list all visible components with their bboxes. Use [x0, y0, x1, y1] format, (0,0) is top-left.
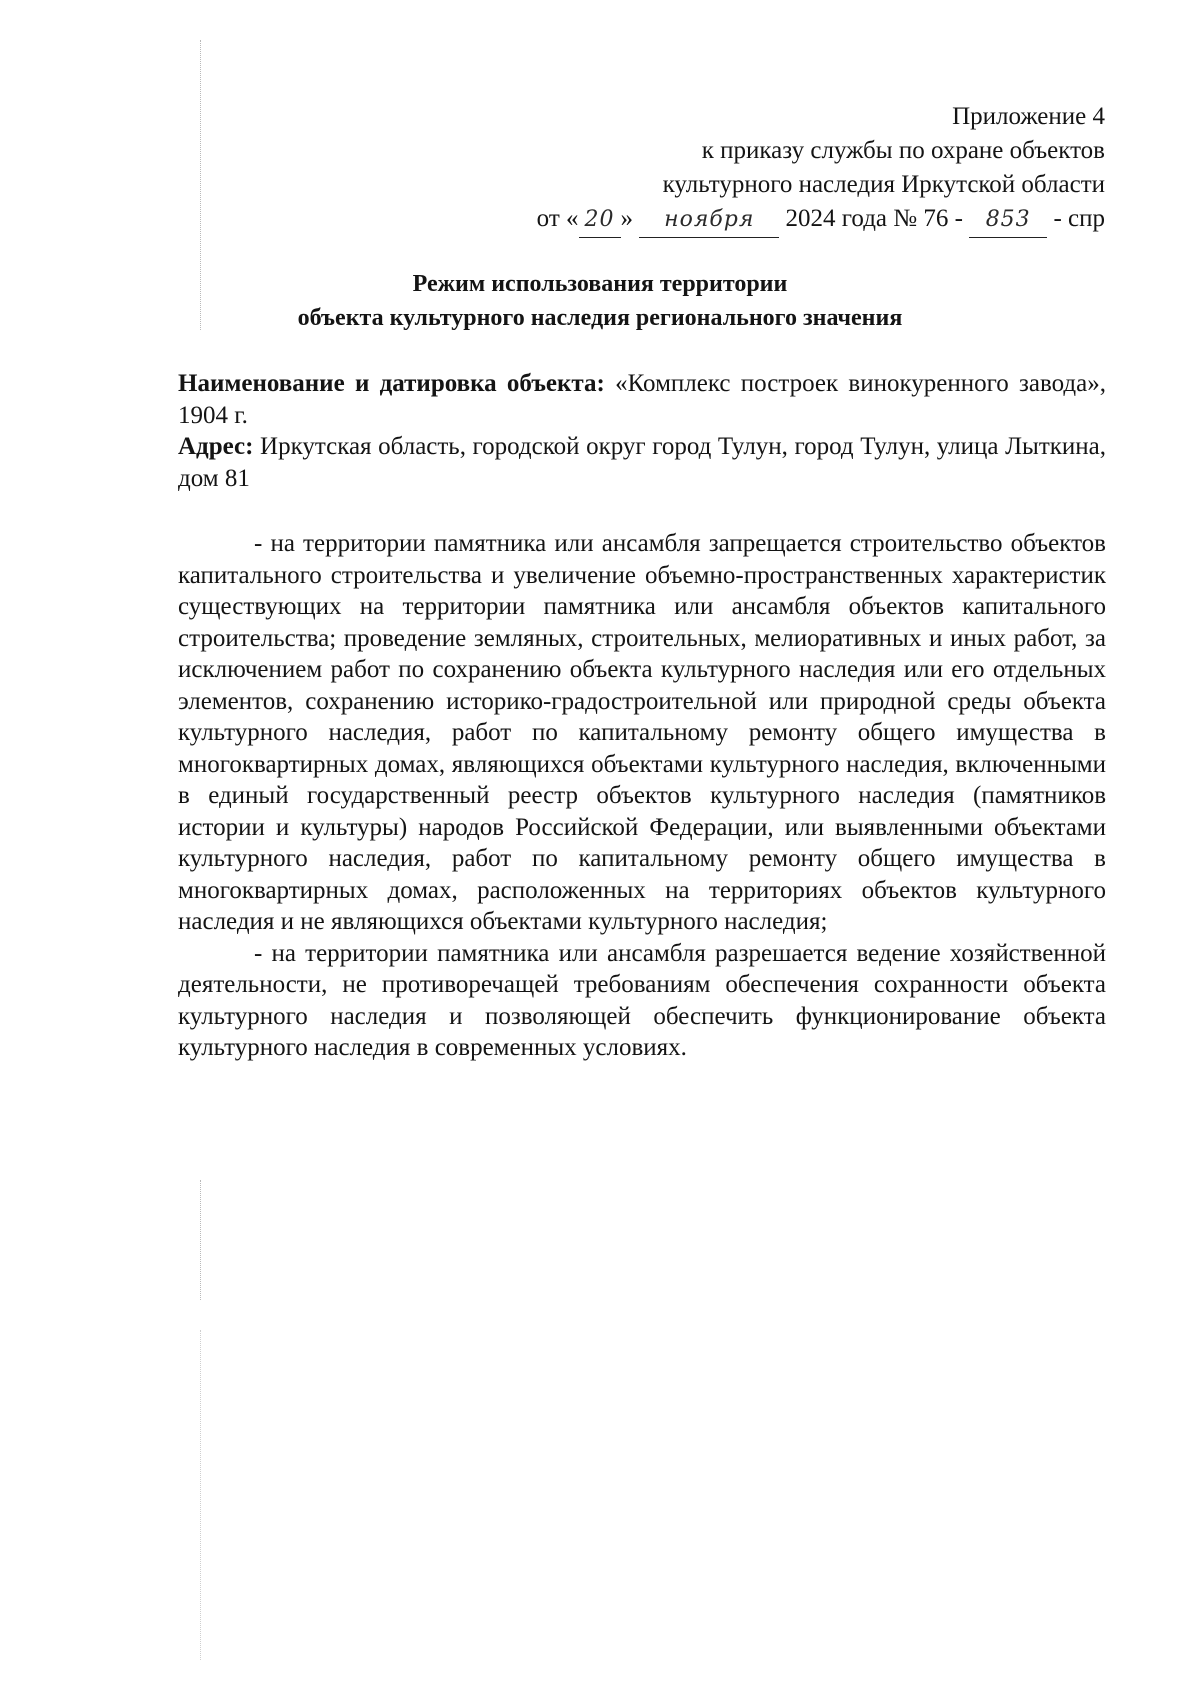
date-prefix: от «	[536, 205, 579, 232]
handwritten-month: ноября	[664, 207, 755, 232]
object-address-value: Иркутская область, городской округ город Тулун, город Тулун, улица Лыткина, дом 81	[178, 433, 1107, 492]
date-year-text: 2024 года № 76 -	[785, 205, 963, 232]
object-name-label: Наименование и датировка объекта:	[178, 370, 605, 397]
date-quote-close: »	[620, 205, 634, 232]
object-address-paragraph	[178, 431, 1106, 494]
handwritten-order-number: 853	[985, 207, 1031, 232]
handwritten-day: 20	[584, 207, 615, 232]
document-body	[178, 368, 1106, 1064]
title-line2: объекта культурного наследия регионального значения	[297, 305, 903, 331]
object-name-value: «Комплекс построек винокуренного завода», 1904 г.	[178, 370, 1106, 429]
title-line1: Режим использования территории	[412, 271, 788, 297]
object-name-paragraph	[178, 368, 1106, 431]
object-address-label: Адрес:	[178, 433, 254, 460]
order-date-line	[537, 202, 1105, 238]
appendix-header	[537, 100, 1105, 238]
date-day-field	[579, 202, 621, 238]
rule-prohibition: - на территории памятника или ансамбля запрещается строительство объектов капитального строительства и увеличение объемно-пространственных характеристик существующих на территории памятника или ансамбля объектов капитального строительства; проведение земляных, строительных, мелиоративных и иных работ, за исключением работ по сохранению объекта культурного наследия или его отдельных элементов, сохранению историко-градостроительной или природной среды объекта культурного наследия, работ по капитальному ремонту общего имущества в многоквартирных домах, являющихся объектами культурного наследия, включенными в единый государственный реестр объектов культурного наследия (памятников истории и культуры) народов Российской Федерации, или выявленными объектами культурного наследия, работ по капитальному ремонту общего имущества в многоквартирных домах, расположенных на территориях объектов культурного наследия и не являющихся объектами культурного наследия;	[178, 530, 1106, 935]
order-suffix: - спр	[1053, 205, 1105, 232]
appendix-number: Приложение 4	[952, 103, 1105, 130]
order-reference-line2: культурного наследия Иркутской области	[662, 171, 1105, 198]
paragraph-gap	[178, 494, 1106, 528]
rule-permission: - на территории памятника или ансамбля разрешается ведение хозяйственной деятельности, не противоречащей требованиям обеспечения сохранности объекта культурного наследия и позволяющей обеспечить функционирование объекта культурного наследия в современных условиях.	[178, 939, 1106, 1061]
order-number-field	[969, 202, 1047, 238]
scan-artifact	[200, 1180, 204, 1300]
order-reference-line1: к приказу службы по охране объектов	[701, 137, 1105, 164]
date-month-field	[639, 202, 779, 238]
scan-artifact	[200, 1330, 204, 1660]
document-title	[0, 267, 1200, 335]
